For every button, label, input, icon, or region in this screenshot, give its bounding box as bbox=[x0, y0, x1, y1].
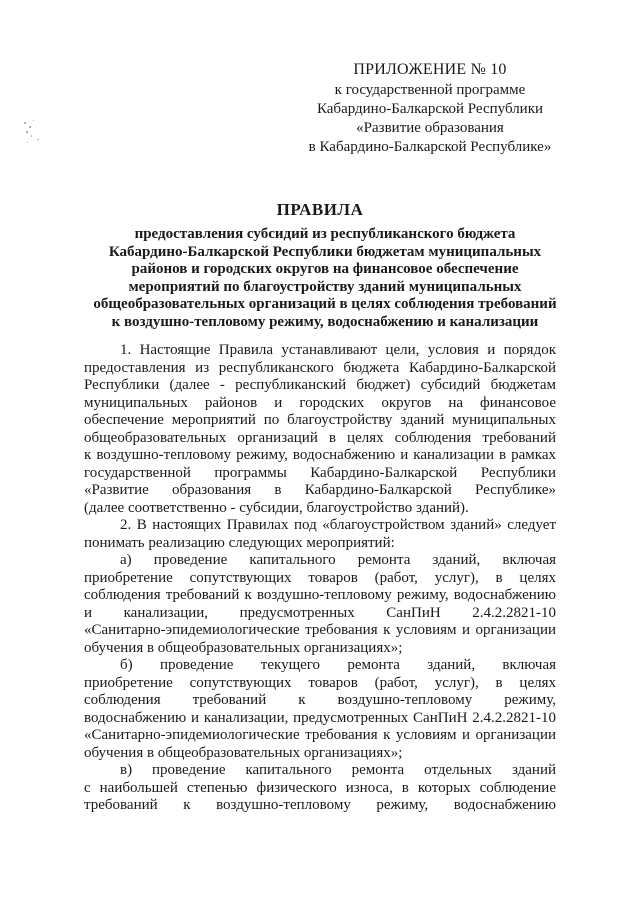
paragraph-line: соблюдения требований к воздушно-тепловому режиму, водоснабжению bbox=[84, 587, 556, 603]
paragraph-line: Республики (далее - республиканский бюджет) субсидий бюджетам bbox=[84, 377, 556, 393]
subitem-v bbox=[84, 762, 556, 815]
paragraph-line: 1. Настоящие Правила устанавливают цели, условия и порядок bbox=[120, 342, 556, 358]
subitem-a bbox=[84, 552, 556, 657]
paragraph-line: «Развитие образования в Кабардино-Балкарской Республике» bbox=[84, 482, 556, 498]
subtitle-line: к воздушно-тепловому режиму, водоснабжению и канализации bbox=[111, 313, 539, 330]
paragraph-line: обеспечение мероприятий по благоустройству зданий муниципальных bbox=[84, 412, 556, 428]
subtitle-line: общеобразовательных организаций в целях соблюдения требований bbox=[93, 296, 557, 312]
appendix-line: к государственной программе bbox=[334, 82, 526, 98]
subtitle-line: Кабардино-Балкарской Республики бюджетам муниципальных bbox=[108, 243, 542, 260]
paragraph-line: понимать реализацию следующих мероприятий: bbox=[84, 534, 395, 551]
subitem-b bbox=[84, 657, 556, 762]
paragraph-line: а) проведение капитального ремонта зданий, включая bbox=[120, 552, 556, 568]
subtitle-line: предоставления субсидий из республиканского бюджета bbox=[134, 226, 516, 242]
paragraph-2 bbox=[84, 517, 556, 552]
paragraph-1 bbox=[84, 342, 556, 517]
paragraph-line: «Санитарно-эпидемиологические требования к условиям и организации bbox=[84, 622, 556, 638]
paragraph-line: соблюдения требований к воздушно-тепловому режиму, bbox=[84, 692, 556, 708]
appendix-title: ПРИЛОЖЕНИЕ № 10 bbox=[353, 61, 507, 78]
subtitle-line: мероприятий по благоустройству зданий муниципальных bbox=[128, 278, 522, 295]
appendix-header bbox=[290, 60, 570, 157]
paragraph-line: водоснабжению и канализации, предусмотренных СанПиН 2.4.2.2821-10 bbox=[84, 709, 556, 726]
document-title: ПРАВИЛА bbox=[276, 200, 364, 219]
paragraph-line: обучения в общеобразовательных организациях»; bbox=[84, 639, 403, 656]
subtitle-line: районов и городских округов на финансовое обеспечение bbox=[131, 261, 519, 277]
paragraph-line: требований к воздушно-тепловому режиму, водоснабжению bbox=[84, 797, 556, 813]
paragraph-line: 2. В настоящих Правилах под «благоустройством зданий» следует bbox=[120, 517, 556, 533]
paragraph-line: «Санитарно-эпидемиологические требования к условиям и организации bbox=[84, 727, 556, 743]
paragraph-line: (далее соответственно - субсидии, благоустройство зданий). bbox=[84, 499, 469, 516]
paragraph-line: предоставления из республиканского бюджета Кабардино-Балкарской bbox=[84, 359, 556, 376]
document-body bbox=[84, 342, 556, 815]
appendix-line: «Развитие образования bbox=[356, 120, 504, 136]
appendix-line: в Кабардино-Балкарской Республике» bbox=[308, 139, 552, 155]
paragraph-line: общеобразовательных организаций в целях соблюдения требований bbox=[84, 429, 556, 446]
document-subtitle bbox=[60, 226, 590, 331]
paragraph-line: и канализации, предусмотренных СанПиН 2.4.2.2821-10 bbox=[84, 604, 556, 621]
appendix-line: Кабардино-Балкарской Республики bbox=[316, 101, 544, 117]
paragraph-line: муниципальных районов и городских округов на финансовое bbox=[84, 394, 556, 411]
paragraph-line: с наибольшей степенью физического износа, в которых соблюдение bbox=[84, 779, 556, 796]
paragraph-line: обучения в общеобразовательных организациях»; bbox=[84, 744, 403, 761]
paragraph-line: к воздушно-тепловому режиму, водоснабжению и канализации в рамках bbox=[84, 447, 556, 463]
paragraph-line: приобретение сопутствующих товаров (работ, услуг), в целях bbox=[84, 569, 556, 586]
paragraph-line: в) проведение капитального ремонта отдельных зданий bbox=[120, 762, 556, 778]
paragraph-line: приобретение сопутствующих товаров (работ, услуг), в целях bbox=[84, 674, 556, 691]
paragraph-line: б) проведение текущего ремонта зданий, включая bbox=[120, 657, 556, 673]
paragraph-line: государственной программы Кабардино-Балкарской Республики bbox=[84, 464, 556, 481]
